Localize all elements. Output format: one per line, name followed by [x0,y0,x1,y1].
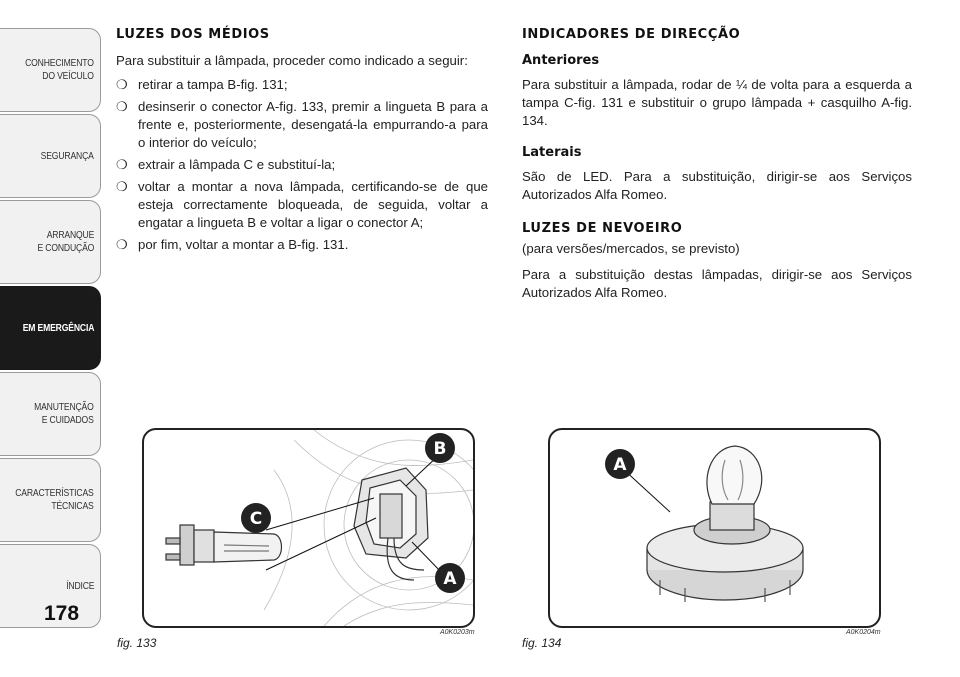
step-text: extrair a lâmpada C e substituí-la; [138,157,336,172]
bullet-icon: ❍ [116,99,128,114]
bullet-icon: ❍ [116,77,128,92]
list-item [116,98,488,152]
figure-134 [548,428,881,628]
figure-caption: fig. 133 [117,636,157,650]
step-text: voltar a montar a nova lâmpada, certificando-se de que esteja correctamente bloqueada, de seguida, voltar a engatar a lingueta B e voltar a ligar o conector A; [138,179,488,230]
figure-code: A0K0204m [846,629,881,636]
headlamp-illustration [144,430,473,626]
tab-label: CARACTERÍSTICAS TÉCNICAS [15,487,94,512]
tab-label: ARRANQUE E CONDUÇÃO [37,229,94,254]
list-item [116,236,488,254]
note: (para versões/mercados, se previsto) [522,241,740,256]
paragraph: Para a substituição destas lâmpadas, dirigir-se aos Serviços Autorizados Alfa Romeo. [522,267,912,300]
section-heading: LUZES DE NEVOEIRO [522,221,683,236]
sidebar-tabs [0,0,103,640]
tab-em-emergencia[interactable] [0,286,101,370]
step-text: retirar a tampa B-fig. 131; [138,77,288,92]
right-column [522,26,912,308]
tab-arranque[interactable] [0,200,101,284]
tab-label: MANUTENÇÃO E CUIDADOS [34,401,94,426]
section-heading: LUZES DOS MÉDIOS [116,27,270,42]
subheading-anteriores: Anteriores [522,53,600,68]
paragraph: São de LED. Para a substituição, dirigir-se aos Serviços Autorizados Alfa Romeo. [522,169,912,202]
page-number: 178 [44,602,80,625]
bulb-socket-illustration [550,430,879,626]
figure-caption: fig. 134 [522,636,562,650]
label-b-badge [425,433,455,463]
tab-seguranca[interactable] [0,114,101,198]
list-item [116,178,488,232]
label-a: A [443,569,457,589]
intro-text: Para substituir a lâmpada, proceder como indicado a seguir: [116,53,468,68]
bullet-icon: ❍ [116,179,128,194]
step-text: desinserir o conector A-fig. 133, premir a lingueta B para a frente e, posteriormente, desengatá-la empurrando-a para o interior do veículo; [138,99,488,150]
tab-label: ÍNDICE [65,579,94,592]
tab-caracteristicas[interactable] [0,458,101,542]
step-text: por fim, voltar a montar a B-fig. 131. [138,237,349,252]
label-b: B [433,439,447,459]
label-c: C [249,509,263,529]
tab-conhecimento[interactable] [0,28,101,112]
subheading-laterais: Laterais [522,145,582,160]
tab-label: EM EMERGÊNCIA [22,321,94,334]
bullet-icon: ❍ [116,157,128,172]
list-item [116,76,488,94]
tab-label: SEGURANÇA [40,149,94,162]
label-a: A [613,455,627,475]
left-column [116,26,488,258]
tab-manutencao[interactable] [0,372,101,456]
label-a-badge [605,449,635,479]
paragraph: Para substituir a lâmpada, rodar de ¼ de volta para a esquerda a tampa C-fig. 131 e substituir o grupo lâmpada + casquilho A-fig. 134. [522,77,912,128]
tab-label: CONHECIMENTO DO VEÍCULO [25,57,94,82]
list-item [116,156,488,174]
figure-code: A0K0203m [440,629,475,636]
bullet-icon: ❍ [116,237,128,252]
steps-list [116,76,488,254]
section-heading: INDICADORES DE DIRECÇÃO [522,27,741,42]
label-a-badge [435,563,465,593]
label-c-badge [241,503,271,533]
figure-133 [142,428,475,628]
